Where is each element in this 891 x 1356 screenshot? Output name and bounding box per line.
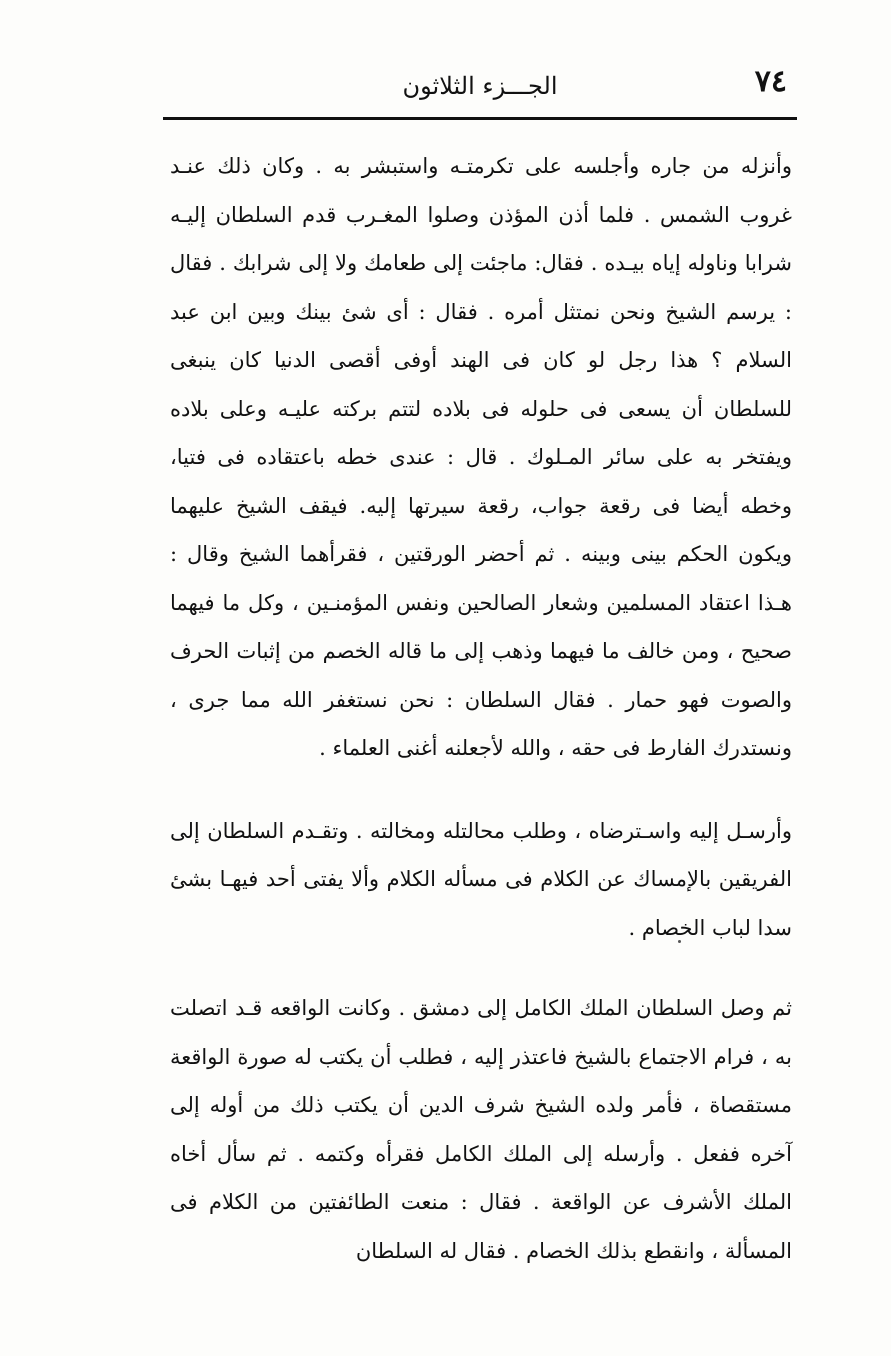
body-text	[170, 142, 792, 1275]
page-header	[165, 58, 795, 114]
page-number: ٧٤	[754, 64, 787, 99]
running-title: الجـــزء الثلاثون	[402, 72, 558, 100]
header-rule	[163, 117, 797, 120]
paragraph-1: وأنزله من جاره وأجلسه على تكرمتـه واستبشر به . وكان ذلك عنـد غروب الشمس . فلما أذن المؤذن وصلوا المغـرب قدم السلطان إليـه شرابا وناوله إياه بيـده . فقال: ماجئت إلى طعامك ولا إلى شرابك . فقال : يرسم الشيخ ونحن نمتثل أمره . فقال : أى شئ بينك وبين ابن عبد السلام ؟ هذا رجل لو كان فى الهند أوفى أقصى الدنيا كان ينبغى للسلطان أن يسعى فى حلوله فى بلاده لتتم بركته عليـه وعلى بلاده ويفتخر به على سائر المـلوك . قال : عندى خطه باعتقاده فى فتيا، وخطه أيضا فى رقعة جواب، رقعة سيرتها إليه. فيقف الشيخ عليهما ويكون الحكم بينى وبينه . ثم أحضر الورقتين ، فقرأهما الشيخ وقال : هـذا اعتقاد المسلمين وشعار الصالحين ونفس المؤمنـين ، وكل ما فيهما صحيح ، ومن خالف ما فيهما وذهب إلى ما قاله الخصم من إثبات الحرف والصوت فهو حمار . فقال السلطان : نحن نستغفر الله مما جرى ، ونستدرك الفارط فى حقه ، والله لأجعلنه أغنى العلماء .	[170, 154, 792, 760]
paragraph-3: ثم وصل السلطان الملك الكامل إلى دمشق . وكانت الواقعه قـد اتصلت به ، فرام الاجتماع بالشيخ فاعتذر إليه ، فطلب أن يكتب له صورة الواقعة مستقصاة ، فأمر ولده الشيخ شرف الدين أن يكتب ذلك من أوله إلى آخره ففعل . وأرسله إلى الملك الكامل فقرأه وكتمه . ثم سأل أخاه الملك الأشرف عن الواقعة . فقال : منعت الطائفتين من الكلام فى المسألة ، وانقطع بذلك الخصام . فقال له السلطان	[170, 996, 792, 1263]
paragraph-2: وأرسـل إليه واسـترضاه ، وطلب محالتله ومخالته . وتقـدم السلطان إلى الفريقين بالإمساك عن الكلام فى مسأله الكلام وألا يفتى أحد فيهـا بشئ سدا لباب الخصام .	[170, 818, 792, 940]
scan-speck	[678, 940, 681, 943]
